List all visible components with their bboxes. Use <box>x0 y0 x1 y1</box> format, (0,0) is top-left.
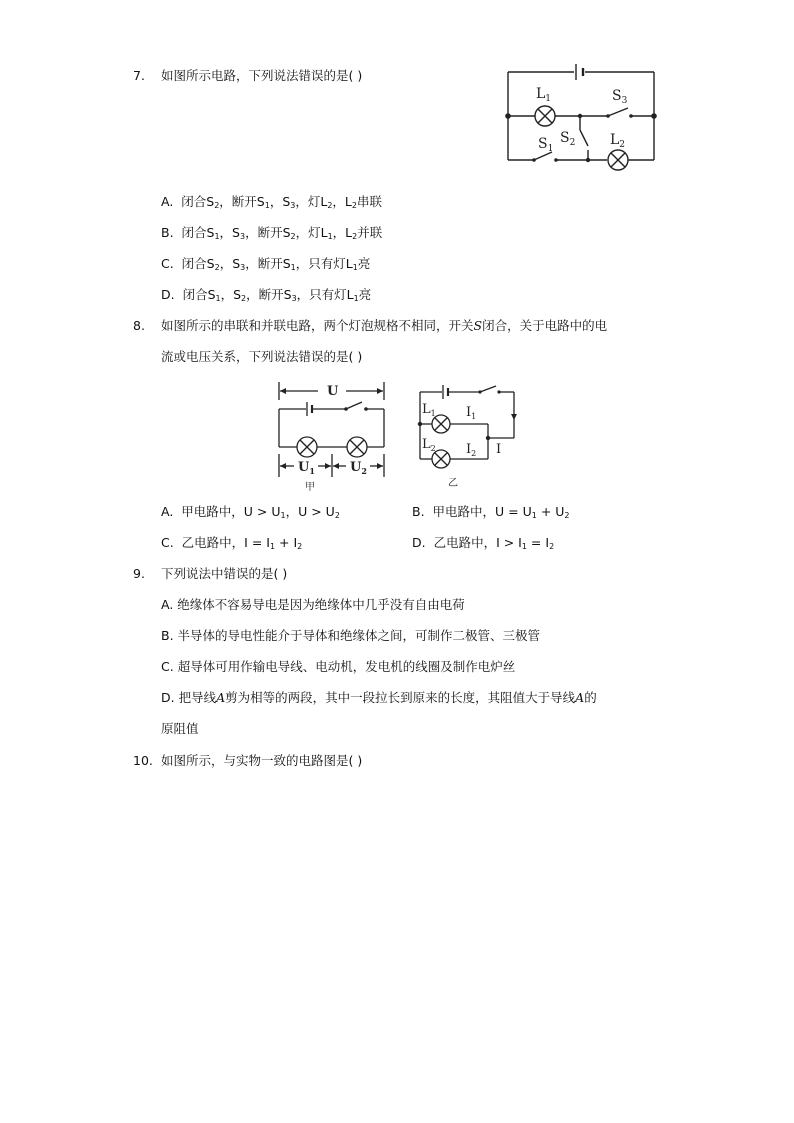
caption-yi: 乙 <box>448 478 458 489</box>
label-i1: $I_1$ <box>466 405 477 421</box>
question-stem: 如图所示电路，下列说法错误的是( ) <box>161 68 363 83</box>
option-d: D. 闭合$S_1$，$S_2$，断开$S_3$，只有灯$L_1$亮 <box>161 287 372 303</box>
option-d: D. 把导线A剪为相等的两段，其中一段拉长到原来的长度，其阻值大于导线A的 <box>161 690 597 705</box>
question-stem-line2: 流或电压关系，下列说法错误的是( ) <box>161 349 363 364</box>
label-u: U <box>327 384 339 399</box>
option-c: C. 超导体可用作输电导线、电动机，发电机的线圈及制作电炉丝 <box>161 659 516 674</box>
option-d-continued: 原阻值 <box>161 721 199 736</box>
label-s2: $S_2$ <box>560 130 576 148</box>
option-a: A. 甲电路中，$U > U_1$，$U > U_2$ <box>161 504 340 520</box>
label-i2: $I_2$ <box>466 442 477 458</box>
circuit-diagram-yi <box>412 376 524 494</box>
label-u1: $U_1$ <box>298 460 315 476</box>
question-number: 8. <box>133 318 145 333</box>
circuit-diagram-jia <box>270 376 394 494</box>
option-a: A. 闭合$S_2$，断开$S_1$，$S_3$，灯$L_2$，$L_2$串联 <box>161 194 382 210</box>
label-u2: $U_2$ <box>350 460 367 476</box>
question-number: 7. <box>133 68 145 83</box>
option-d: D. 乙电路中，$I > I_1 = I_2$ <box>412 535 555 551</box>
option-a: A. 绝缘体不容易导电是因为绝缘体中几乎没有自由电荷 <box>161 597 465 612</box>
circuit-diagram-q7 <box>500 58 662 178</box>
caption-jia: 甲 <box>305 482 315 493</box>
label-l1: $L_1$ <box>536 86 552 104</box>
label-i: I <box>496 442 502 457</box>
question-number: 9. <box>133 566 145 581</box>
label-s3: $S_3$ <box>612 88 628 106</box>
option-b: B. 半导体的导电性能介于导体和绝缘体之间，可制作二极管、三极管 <box>161 628 541 643</box>
label-s1: $S_1$ <box>538 136 554 154</box>
question-number: 10. <box>133 753 153 768</box>
label-l2: $L_2$ <box>610 132 626 150</box>
label-l1: $L_1$ <box>422 402 436 418</box>
option-c: C. 闭合$S_2$，$S_3$，断开$S_1$，只有灯$L_1$亮 <box>161 256 371 272</box>
option-b: B. 闭合$S_1$，$S_3$，断开$S_2$，灯$L_1$，$L_2$并联 <box>161 225 383 241</box>
question-stem: 如图所示，与实物一致的电路图是( ) <box>161 753 363 768</box>
option-c: C. 乙电路中，$I = I_1 + I_2$ <box>161 535 303 551</box>
label-l2: $L_2$ <box>422 437 436 453</box>
question-stem-line1: 如图所示的串联和并联电路，两个灯泡规格不相同，开关S闭合，关于电路中的电 <box>161 318 608 333</box>
option-b: B. 甲电路中，$U = U_1 + U_2$ <box>412 504 570 520</box>
question-stem: 下列说法中错误的是( ) <box>161 566 288 581</box>
